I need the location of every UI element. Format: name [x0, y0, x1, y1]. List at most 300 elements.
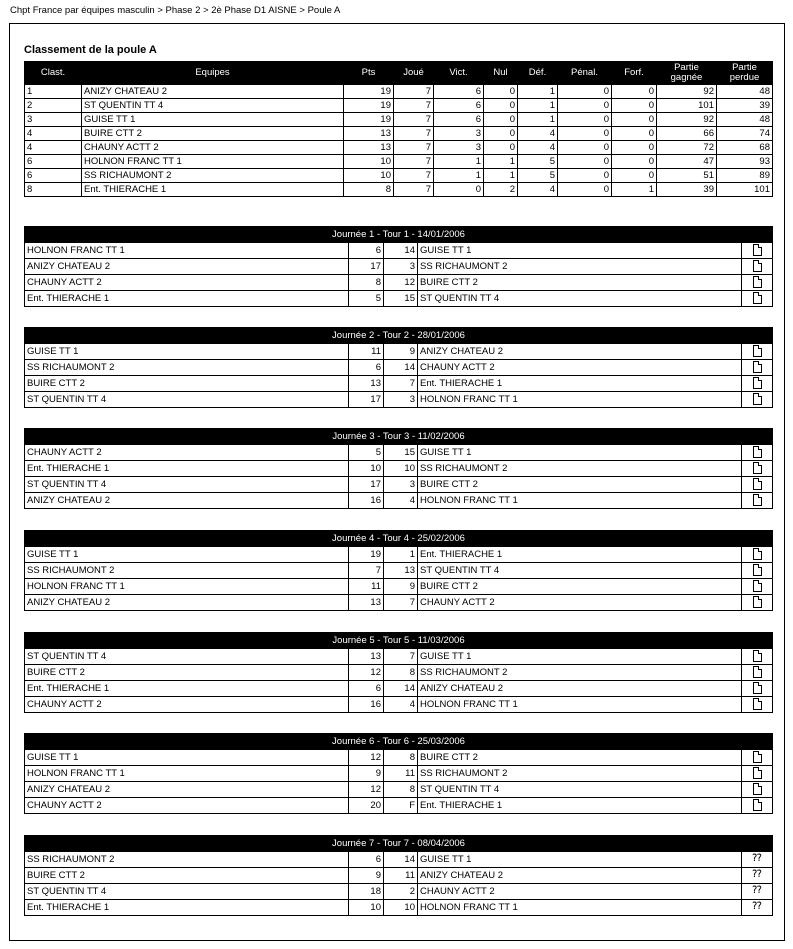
col-partie-gagnee: Partie gagnée [657, 62, 717, 85]
home-team-cell: CHAUNY ACTT 2 [25, 445, 349, 461]
standings-header-row [25, 62, 773, 85]
rank-cell: 4 [25, 141, 82, 155]
draws-cell: 0 [484, 113, 518, 127]
document-icon[interactable] [753, 292, 762, 304]
home-score-cell: 6 [349, 852, 384, 868]
match-sheet-link[interactable] [742, 798, 773, 814]
home-score-cell: 17 [349, 259, 384, 275]
match-sheet-link[interactable] [742, 665, 773, 681]
home-team-cell: Ent. THIERACHE 1 [25, 461, 349, 477]
match-sheet-link[interactable] [742, 547, 773, 563]
match-row [25, 376, 773, 392]
games-won-cell: 47 [657, 155, 717, 169]
home-team-cell: CHAUNY ACTT 2 [25, 798, 349, 814]
home-team-cell: ANIZY CHATEAU 2 [25, 782, 349, 798]
home-team-cell: ST QUENTIN TT 4 [25, 884, 349, 900]
penalty-cell: 0 [558, 155, 612, 169]
rank-cell: 6 [25, 169, 82, 183]
col-nul: Nul [484, 62, 518, 85]
match-row [25, 579, 773, 595]
away-score-cell: 8 [384, 665, 418, 681]
match-row [25, 259, 773, 275]
played-cell: 7 [394, 99, 434, 113]
match-row [25, 392, 773, 408]
away-team-cell: GUISE TT 1 [418, 852, 742, 868]
away-team-cell: GUISE TT 1 [418, 445, 742, 461]
round-title: Journée 5 - Tour 5 - 11/03/2006 [25, 633, 773, 649]
match-row [25, 798, 773, 814]
forfeit-cell: 0 [612, 141, 657, 155]
match-sheet-link[interactable] [742, 649, 773, 665]
page-title: Classement de la poule A [24, 44, 157, 56]
match-row [25, 360, 773, 376]
played-cell: 7 [394, 113, 434, 127]
match-row [25, 595, 773, 611]
standings-row [25, 169, 773, 183]
forfeit-cell: 0 [612, 113, 657, 127]
match-sheet-link[interactable] [742, 884, 773, 900]
broken-image-icon[interactable]: ⁇ [752, 901, 762, 913]
document-icon[interactable] [753, 564, 762, 576]
breadcrumb: Chpt France par équipes masculin > Phase 2 > 2è Phase D1 AISNE > Poule A [10, 5, 341, 16]
wins-cell: 1 [434, 169, 484, 183]
away-score-cell: 9 [384, 579, 418, 595]
penalty-cell: 0 [558, 99, 612, 113]
round-table [24, 428, 773, 509]
away-team-cell: SS RICHAUMONT 2 [418, 461, 742, 477]
losses-cell: 1 [518, 113, 558, 127]
points-cell: 8 [344, 183, 394, 197]
document-icon[interactable] [753, 650, 762, 662]
points-cell: 19 [344, 99, 394, 113]
penalty-cell: 0 [558, 169, 612, 183]
team-cell: ANIZY CHATEAU 2 [82, 85, 344, 99]
away-score-cell: 13 [384, 563, 418, 579]
losses-cell: 5 [518, 155, 558, 169]
round-table [24, 530, 773, 611]
standings-table [24, 61, 773, 197]
match-row [25, 344, 773, 360]
home-score-cell: 11 [349, 579, 384, 595]
match-row [25, 291, 773, 307]
wins-cell: 6 [434, 113, 484, 127]
match-sheet-link[interactable] [742, 360, 773, 376]
match-sheet-link[interactable] [742, 477, 773, 493]
games-won-cell: 39 [657, 183, 717, 197]
match-row [25, 852, 773, 868]
wins-cell: 6 [434, 99, 484, 113]
away-score-cell: 1 [384, 547, 418, 563]
away-team-cell: SS RICHAUMONT 2 [418, 766, 742, 782]
match-row [25, 697, 773, 713]
home-score-cell: 9 [349, 766, 384, 782]
match-sheet-link[interactable] [742, 868, 773, 884]
team-cell: HOLNON FRANC TT 1 [82, 155, 344, 169]
match-row [25, 461, 773, 477]
round-header-row [25, 633, 773, 649]
away-score-cell: 10 [384, 900, 418, 916]
match-sheet-link[interactable] [742, 275, 773, 291]
home-score-cell: 5 [349, 291, 384, 307]
match-row [25, 681, 773, 697]
home-team-cell: SS RICHAUMONT 2 [25, 360, 349, 376]
games-lost-cell: 48 [717, 113, 773, 127]
team-cell: BUIRE CTT 2 [82, 127, 344, 141]
standings-row [25, 99, 773, 113]
games-lost-cell: 93 [717, 155, 773, 169]
standings-row [25, 155, 773, 169]
points-cell: 19 [344, 85, 394, 99]
played-cell: 7 [394, 141, 434, 155]
home-score-cell: 8 [349, 275, 384, 291]
document-icon[interactable] [753, 494, 762, 506]
home-team-cell: GUISE TT 1 [25, 750, 349, 766]
team-cell: SS RICHAUMONT 2 [82, 169, 344, 183]
away-team-cell: ST QUENTIN TT 4 [418, 563, 742, 579]
document-icon[interactable] [753, 698, 762, 710]
draws-cell: 0 [484, 141, 518, 155]
document-icon[interactable] [753, 751, 762, 763]
losses-cell: 4 [518, 127, 558, 141]
round-table [24, 733, 773, 814]
round-title: Journée 1 - Tour 1 - 14/01/2006 [25, 227, 773, 243]
away-team-cell: CHAUNY ACTT 2 [418, 595, 742, 611]
draws-cell: 0 [484, 99, 518, 113]
document-icon[interactable] [753, 345, 762, 357]
away-team-cell: ANIZY CHATEAU 2 [418, 868, 742, 884]
match-row [25, 547, 773, 563]
losses-cell: 4 [518, 183, 558, 197]
document-icon[interactable] [753, 361, 762, 373]
match-sheet-link[interactable] [742, 243, 773, 259]
away-score-cell: 15 [384, 445, 418, 461]
col-clast: Clast. [25, 62, 82, 85]
home-team-cell: SS RICHAUMONT 2 [25, 852, 349, 868]
games-won-cell: 92 [657, 85, 717, 99]
away-score-cell: 14 [384, 243, 418, 259]
broken-image-icon[interactable]: ⁇ [752, 853, 762, 865]
away-team-cell: BUIRE CTT 2 [418, 275, 742, 291]
match-sheet-link[interactable] [742, 681, 773, 697]
games-won-cell: 92 [657, 113, 717, 127]
standings-row [25, 113, 773, 127]
home-score-cell: 6 [349, 681, 384, 697]
penalty-cell: 0 [558, 127, 612, 141]
match-row [25, 782, 773, 798]
home-team-cell: ST QUENTIN TT 4 [25, 392, 349, 408]
document-icon[interactable] [753, 244, 762, 256]
home-score-cell: 16 [349, 493, 384, 509]
home-score-cell: 16 [349, 697, 384, 713]
home-score-cell: 20 [349, 798, 384, 814]
match-row [25, 563, 773, 579]
rank-cell: 8 [25, 183, 82, 197]
games-won-cell: 72 [657, 141, 717, 155]
round-title: Journée 3 - Tour 3 - 11/02/2006 [25, 429, 773, 445]
away-team-cell: HOLNON FRANC TT 1 [418, 392, 742, 408]
home-score-cell: 19 [349, 547, 384, 563]
draws-cell: 0 [484, 85, 518, 99]
points-cell: 19 [344, 113, 394, 127]
home-team-cell: Ent. THIERACHE 1 [25, 681, 349, 697]
home-score-cell: 10 [349, 900, 384, 916]
games-lost-cell: 89 [717, 169, 773, 183]
home-score-cell: 13 [349, 376, 384, 392]
match-sheet-link[interactable] [742, 259, 773, 275]
away-team-cell: GUISE TT 1 [418, 649, 742, 665]
round-header-row [25, 734, 773, 750]
games-lost-cell: 74 [717, 127, 773, 141]
away-score-cell: 14 [384, 360, 418, 376]
round-table [24, 835, 773, 916]
away-team-cell: Ent. THIERACHE 1 [418, 798, 742, 814]
played-cell: 7 [394, 169, 434, 183]
match-row [25, 243, 773, 259]
away-team-cell: SS RICHAUMONT 2 [418, 259, 742, 275]
home-team-cell: HOLNON FRANC TT 1 [25, 766, 349, 782]
col-pts: Pts [344, 62, 394, 85]
rank-cell: 3 [25, 113, 82, 127]
games-lost-cell: 39 [717, 99, 773, 113]
document-icon[interactable] [753, 548, 762, 560]
team-cell: Ent. THIERACHE 1 [82, 183, 344, 197]
games-won-cell: 66 [657, 127, 717, 141]
document-icon[interactable] [753, 276, 762, 288]
away-score-cell: 3 [384, 477, 418, 493]
away-team-cell: CHAUNY ACTT 2 [418, 360, 742, 376]
played-cell: 7 [394, 85, 434, 99]
standings-row [25, 127, 773, 141]
match-sheet-link[interactable] [742, 697, 773, 713]
team-cell: CHAUNY ACTT 2 [82, 141, 344, 155]
team-cell: GUISE TT 1 [82, 113, 344, 127]
round-header-row [25, 227, 773, 243]
document-icon[interactable] [753, 580, 762, 592]
forfeit-cell: 0 [612, 127, 657, 141]
match-sheet-link[interactable] [742, 782, 773, 798]
document-icon[interactable] [753, 799, 762, 811]
away-team-cell: ANIZY CHATEAU 2 [418, 344, 742, 360]
away-team-cell: CHAUNY ACTT 2 [418, 884, 742, 900]
home-score-cell: 7 [349, 563, 384, 579]
away-score-cell: 14 [384, 852, 418, 868]
away-team-cell: ST QUENTIN TT 4 [418, 782, 742, 798]
match-row [25, 868, 773, 884]
away-score-cell: 8 [384, 782, 418, 798]
home-score-cell: 6 [349, 360, 384, 376]
match-sheet-link[interactable] [742, 750, 773, 766]
document-icon[interactable] [753, 377, 762, 389]
match-sheet-link[interactable] [742, 766, 773, 782]
away-score-cell: 9 [384, 344, 418, 360]
home-team-cell: GUISE TT 1 [25, 547, 349, 563]
losses-cell: 4 [518, 141, 558, 155]
round-title: Journée 6 - Tour 6 - 25/03/2006 [25, 734, 773, 750]
games-lost-cell: 101 [717, 183, 773, 197]
away-score-cell: 15 [384, 291, 418, 307]
round-table [24, 632, 773, 713]
draws-cell: 0 [484, 127, 518, 141]
away-score-cell: 14 [384, 681, 418, 697]
home-team-cell: Ent. THIERACHE 1 [25, 291, 349, 307]
standings-row [25, 183, 773, 197]
home-team-cell: ST QUENTIN TT 4 [25, 477, 349, 493]
home-team-cell: BUIRE CTT 2 [25, 376, 349, 392]
forfeit-cell: 0 [612, 85, 657, 99]
match-row [25, 275, 773, 291]
away-team-cell: SS RICHAUMONT 2 [418, 665, 742, 681]
away-team-cell: ST QUENTIN TT 4 [418, 291, 742, 307]
played-cell: 7 [394, 183, 434, 197]
col-def: Déf. [518, 62, 558, 85]
document-icon[interactable] [753, 393, 762, 405]
match-sheet-link[interactable] [742, 493, 773, 509]
match-row [25, 665, 773, 681]
points-cell: 13 [344, 141, 394, 155]
match-sheet-link[interactable] [742, 344, 773, 360]
away-team-cell: GUISE TT 1 [418, 243, 742, 259]
home-team-cell: ANIZY CHATEAU 2 [25, 259, 349, 275]
games-won-cell: 51 [657, 169, 717, 183]
standings-row [25, 85, 773, 99]
games-lost-cell: 68 [717, 141, 773, 155]
draws-cell: 1 [484, 155, 518, 169]
away-team-cell: Ent. THIERACHE 1 [418, 376, 742, 392]
match-sheet-link[interactable] [742, 392, 773, 408]
wins-cell: 0 [434, 183, 484, 197]
document-icon[interactable] [753, 260, 762, 272]
home-score-cell: 18 [349, 884, 384, 900]
away-score-cell: 12 [384, 275, 418, 291]
rank-cell: 1 [25, 85, 82, 99]
away-score-cell: 3 [384, 392, 418, 408]
round-table [24, 327, 773, 408]
away-score-cell: 3 [384, 259, 418, 275]
round-header-row [25, 531, 773, 547]
document-icon[interactable] [753, 446, 762, 458]
wins-cell: 6 [434, 85, 484, 99]
col-partie-perdue: Partie perdue [717, 62, 773, 85]
document-icon[interactable] [753, 478, 762, 490]
away-score-cell: 8 [384, 750, 418, 766]
forfeit-cell: 0 [612, 169, 657, 183]
col-equipes: Equipes [82, 62, 344, 85]
points-cell: 10 [344, 169, 394, 183]
games-won-cell: 101 [657, 99, 717, 113]
away-score-cell: 11 [384, 868, 418, 884]
penalty-cell: 0 [558, 141, 612, 155]
match-row [25, 445, 773, 461]
wins-cell: 3 [434, 141, 484, 155]
rank-cell: 2 [25, 99, 82, 113]
draws-cell: 2 [484, 183, 518, 197]
col-vict: Vict. [434, 62, 484, 85]
col-forf: Forf. [612, 62, 657, 85]
home-team-cell: CHAUNY ACTT 2 [25, 275, 349, 291]
home-score-cell: 12 [349, 782, 384, 798]
away-score-cell: 4 [384, 697, 418, 713]
match-sheet-link[interactable] [742, 852, 773, 868]
forfeit-cell: 1 [612, 183, 657, 197]
home-score-cell: 17 [349, 392, 384, 408]
forfeit-cell: 0 [612, 99, 657, 113]
broken-image-icon[interactable]: ⁇ [752, 869, 762, 881]
home-score-cell: 12 [349, 665, 384, 681]
document-icon[interactable] [753, 462, 762, 474]
penalty-cell: 0 [558, 183, 612, 197]
match-sheet-link[interactable] [742, 563, 773, 579]
away-score-cell: 10 [384, 461, 418, 477]
col-joue: Joué [394, 62, 434, 85]
round-title: Journée 7 - Tour 7 - 08/04/2006 [25, 836, 773, 852]
home-team-cell: HOLNON FRANC TT 1 [25, 243, 349, 259]
home-team-cell: GUISE TT 1 [25, 344, 349, 360]
home-score-cell: 11 [349, 344, 384, 360]
home-score-cell: 5 [349, 445, 384, 461]
away-team-cell: Ent. THIERACHE 1 [418, 547, 742, 563]
round-title: Journée 2 - Tour 2 - 28/01/2006 [25, 328, 773, 344]
match-sheet-link[interactable] [742, 445, 773, 461]
round-header-row [25, 328, 773, 344]
round-header-row [25, 836, 773, 852]
away-score-cell: F [384, 798, 418, 814]
document-icon[interactable] [753, 666, 762, 678]
home-team-cell: BUIRE CTT 2 [25, 665, 349, 681]
played-cell: 7 [394, 155, 434, 169]
match-sheet-link[interactable] [742, 291, 773, 307]
col-penal: Pénal. [558, 62, 612, 85]
points-cell: 10 [344, 155, 394, 169]
home-team-cell: Ent. THIERACHE 1 [25, 900, 349, 916]
penalty-cell: 0 [558, 113, 612, 127]
home-team-cell: HOLNON FRANC TT 1 [25, 579, 349, 595]
home-score-cell: 13 [349, 649, 384, 665]
away-team-cell: BUIRE CTT 2 [418, 477, 742, 493]
match-row [25, 493, 773, 509]
rank-cell: 6 [25, 155, 82, 169]
losses-cell: 1 [518, 99, 558, 113]
penalty-cell: 0 [558, 85, 612, 99]
home-score-cell: 12 [349, 750, 384, 766]
broken-image-icon[interactable]: ⁇ [752, 885, 762, 897]
games-lost-cell: 48 [717, 85, 773, 99]
match-row [25, 649, 773, 665]
home-score-cell: 17 [349, 477, 384, 493]
home-team-cell: ANIZY CHATEAU 2 [25, 595, 349, 611]
match-sheet-link[interactable] [742, 900, 773, 916]
document-icon[interactable] [753, 783, 762, 795]
away-score-cell: 7 [384, 595, 418, 611]
match-sheet-link[interactable] [742, 579, 773, 595]
match-row [25, 900, 773, 916]
away-team-cell: HOLNON FRANC TT 1 [418, 697, 742, 713]
home-team-cell: BUIRE CTT 2 [25, 868, 349, 884]
wins-cell: 1 [434, 155, 484, 169]
away-score-cell: 11 [384, 766, 418, 782]
forfeit-cell: 0 [612, 155, 657, 169]
document-icon[interactable] [753, 596, 762, 608]
round-title: Journée 4 - Tour 4 - 25/02/2006 [25, 531, 773, 547]
away-team-cell: HOLNON FRANC TT 1 [418, 900, 742, 916]
document-icon[interactable] [753, 682, 762, 694]
match-sheet-link[interactable] [742, 595, 773, 611]
home-score-cell: 6 [349, 243, 384, 259]
document-icon[interactable] [753, 767, 762, 779]
standings-row [25, 141, 773, 155]
match-sheet-link[interactable] [742, 461, 773, 477]
match-sheet-link[interactable] [742, 376, 773, 392]
away-team-cell: ANIZY CHATEAU 2 [418, 681, 742, 697]
